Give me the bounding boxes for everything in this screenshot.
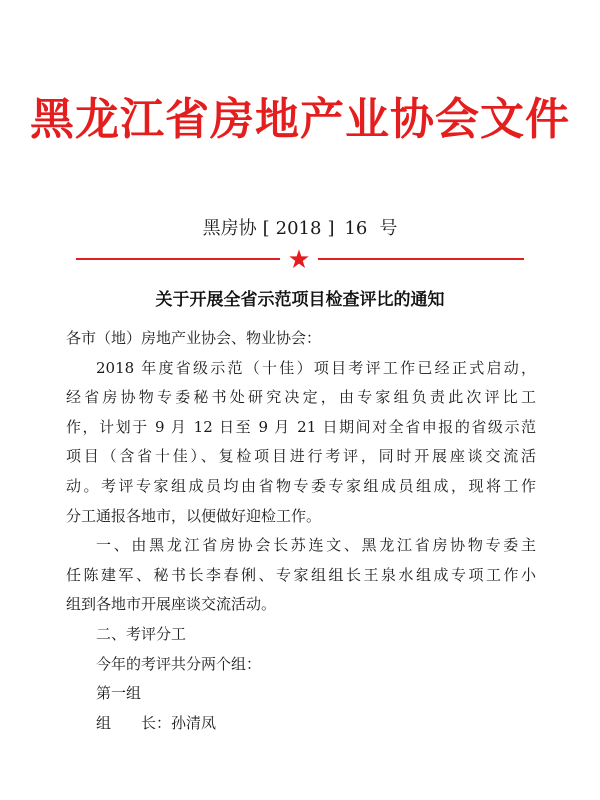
section-heading-2: 二、考评分工 <box>96 624 187 643</box>
groups-intro: 今年的考评共分两个组： <box>96 654 262 673</box>
para1-line: 2018 年度省级示范（十佳）项目考评工作已经正式启动， <box>96 358 536 377</box>
doc-number-prefix: 黑房协 <box>202 218 257 239</box>
para2-line: 组到各地市开展座谈交流活动。 <box>66 595 277 614</box>
red-rule-left <box>76 258 280 260</box>
para1-line: 经省房协物专委秘书处研究决定，由专家组负责此次评比工 <box>66 388 536 407</box>
para1-line: 项目（含省十佳）、复检项目进行考评，同时开展座谈交流活 <box>66 447 536 466</box>
doc-number-year: 2018 <box>275 218 322 239</box>
doc-number-num: 16 <box>344 218 368 239</box>
notice-title: 关于开展全省示范项目检查评比的通知 <box>155 290 445 310</box>
red-rule-right <box>318 258 524 260</box>
doc-number-suffix: 号 <box>379 218 398 239</box>
document-number <box>0 216 600 242</box>
para1-line: 作，计划于 9 月 12 日至 9 月 21 日期间对全省申报的省级示范 <box>66 417 536 436</box>
leader-name: 孙清凤 <box>171 713 217 732</box>
group-1-heading: 第一组 <box>96 684 142 703</box>
leader-label: 组 长： <box>96 713 172 732</box>
masthead-title: 黑龙江省房地产业协会文件 <box>30 94 570 145</box>
para1-line: 分工通报各地市，以便做好迎检工作。 <box>66 506 322 525</box>
doc-number-close-bracket: ] <box>327 218 335 239</box>
group-1-leader <box>66 709 536 739</box>
salutation: 各市（地）房地产业协会、物业协会： <box>66 329 322 347</box>
para2-line: 一、由黑龙江省房协会长苏连文、黑龙江省房协物专委主 <box>96 536 536 555</box>
para1-line: 动。考评专家组成员均由省物专委专家组成员组成，现将工作 <box>66 476 536 495</box>
red-star-icon <box>288 248 310 270</box>
doc-number-open-bracket: [ <box>262 218 270 239</box>
notice-body <box>66 324 536 738</box>
para2-line: 任陈建军、秘书长李春俐、专家组组长王泉水组成专项工作小 <box>66 565 536 584</box>
